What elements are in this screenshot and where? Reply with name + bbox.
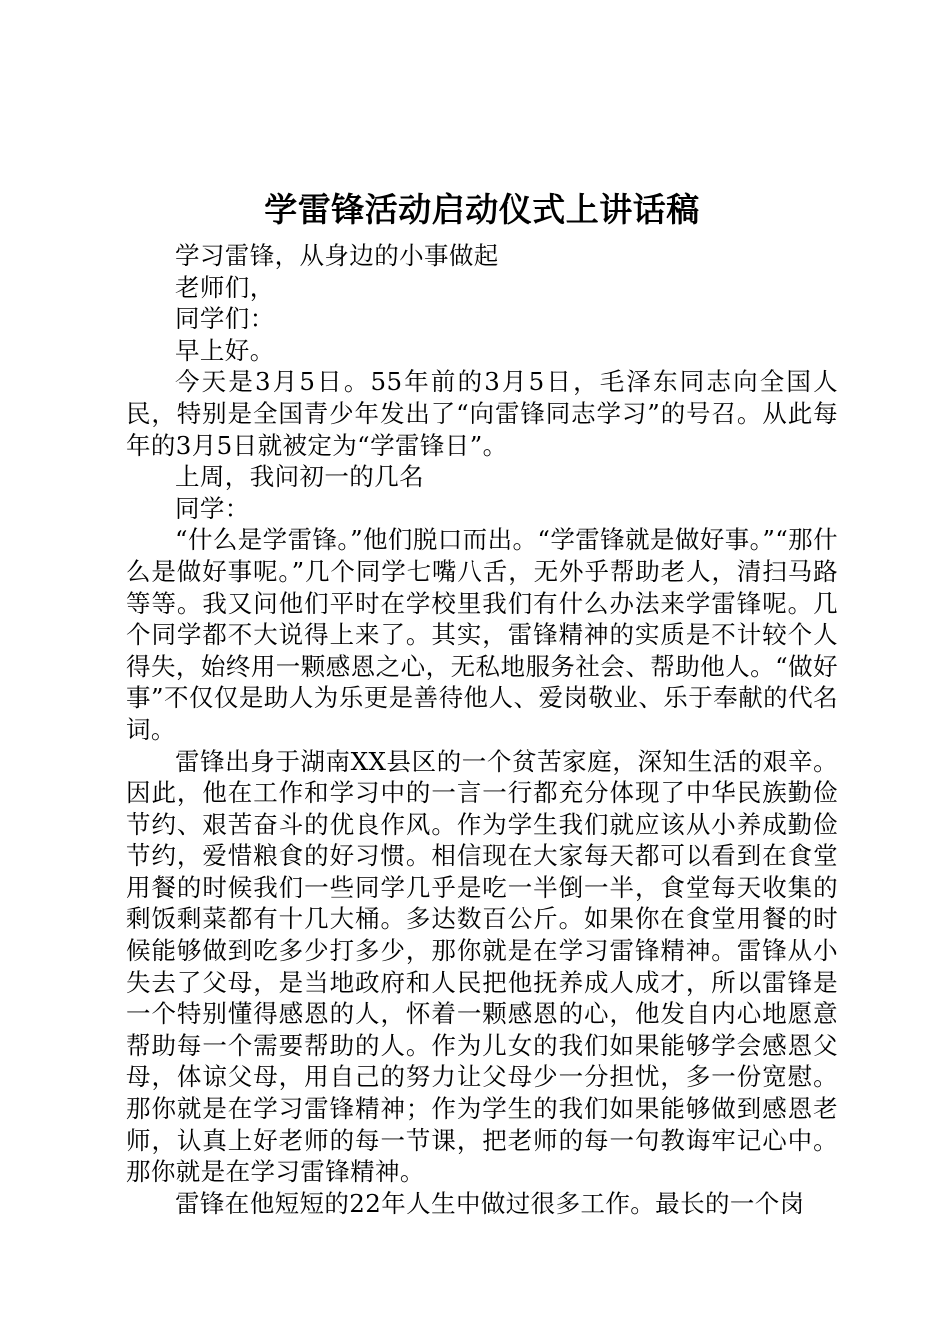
document-page (126, 180, 838, 1219)
document-title: 学雷锋活动启动仪式上讲话稿 (264, 190, 700, 229)
paragraph-background: 雷锋出身于湖南XX县区的一个贫苦家庭，深知生活的艰辛。因此，他在工作和学习中的一言一行都充分体现了中华民族勤俭节约、艰苦奋斗的优良作风。作为学生我们就应该从小养成勤俭节约，爱惜粮食的好习惯。相信现在大家每天都可以看到在食堂用餐的时候我们一些同学几乎是吃一半倒一半，食堂每天收集的剩饭剩菜都有十几大桶。多达数百公斤。如果你在食堂用餐的时候能够做到吃多少打多少，那你就是在学习雷锋精神。雷锋从小失去了父母，是当地政府和人民把他抚养成人成才，所以雷锋是一个特别懂得感恩的人，怀着一颗感恩的心，他发自内心地愿意帮助每一个需要帮助的人。作为儿女的我们如果能够学会感恩父母，体谅父母，用自己的努力让父母少一分担忧，多一份宽慰。那你就是在学习雷锋精神；作为学生的我们如果能够做到感恩老师，认真上好老师的每一节课，把老师的每一句教诲牢记心中。那你就是在学习雷锋精神。 (126, 746, 838, 1187)
paragraph-intro: 今天是3月5日。55年前的3月5日，毛泽东同志向全国人民，特别是全国青少年发出了“向雷锋同志学习”的号召。从此每年的3月5日就被定为“学雷锋日”。 (126, 367, 838, 460)
paragraph-students: 同学： (175, 493, 250, 523)
paragraph-what-is: “什么是学雷锋。”他们脱口而出。“学雷锋就是做好事。”“那什么是做好事呢。”几个同学七嘴八舌，无外乎帮助老人，清扫马路等等。我又问他们平时在学校里我们有什么办法来学雷锋呢。几个同学都不大说得上来了。其实，雷锋精神的实质是不计较个人得失，始终用一颗感恩之心，无私地服务社会、帮助他人。“做好事”不仅仅是助人为乐更是善待他人、爱岗敬业、乐于奉献的代名词。 (126, 525, 838, 744)
paragraph-career: 雷锋在他短短的22年人生中做过很多工作。最长的一个岗 (175, 1188, 805, 1218)
paragraph-good-morning: 早上好。 (175, 335, 275, 365)
paragraph-greeting-teachers: 老师们， (175, 272, 275, 302)
paragraph-subtitle: 学习雷锋，从身边的小事做起 (175, 241, 499, 270)
paragraph-greeting-students: 同学们： (175, 304, 275, 334)
document-body (126, 240, 838, 1219)
paragraph-last-week: 上周，我问初一的几名 (175, 462, 424, 492)
